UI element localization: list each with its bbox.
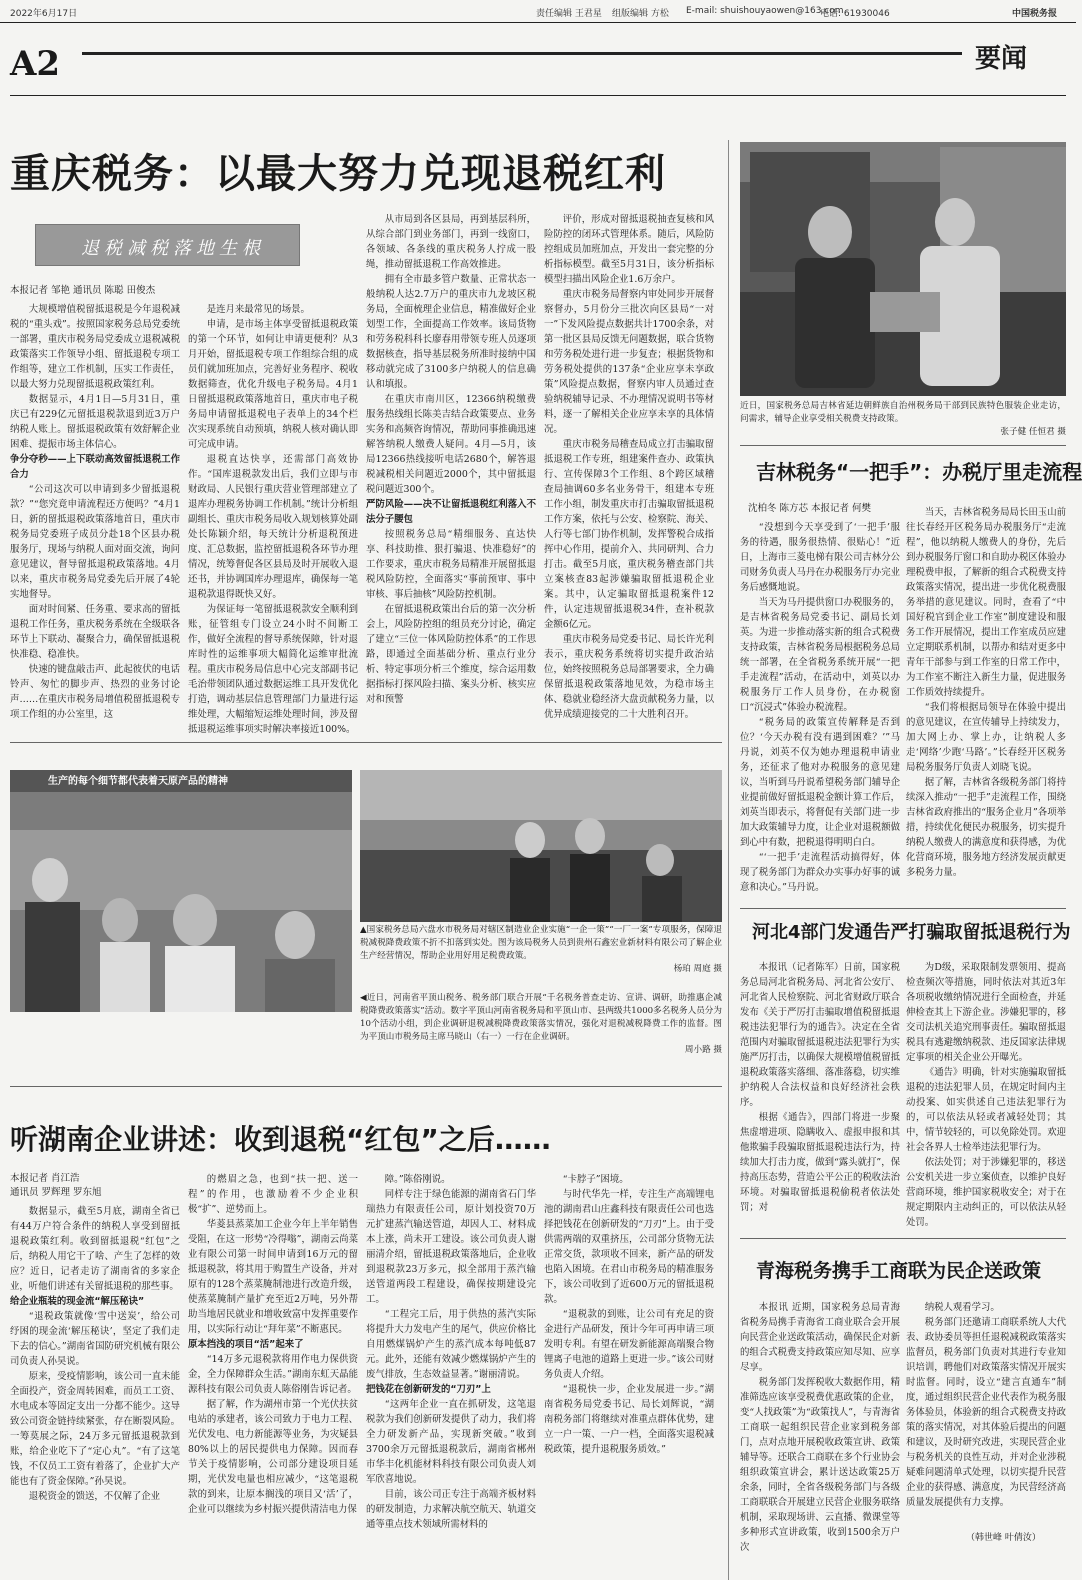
paragraph: 评价，形成对留抵退税抽查复核和风险防控的闭环式管理体系。随后，风险防控组成员加班加点，开发出一套完整的分析指标模型。截至5月31日，该分析指标模型扫描出风险企业1.6万余户。 xyxy=(544,214,714,285)
paragraph: “退税款的到账，让公司有充足的资金进行产品研发，预计今年可再申请三项发明专利。有望在研发新能源高端聚合物锂离子电池的道路上更进一步。”该公司财务负责人介绍。 xyxy=(544,1309,714,1380)
article1-col2 xyxy=(188,302,358,735)
header-bottom-rule xyxy=(10,95,1066,96)
paragraph: 目前，该公司正专注于高端齐板材料的研发制造，力求解决航空航天、轨道交通等重点技术领域所需材料的 xyxy=(366,1489,536,1530)
jilin-photo-credit: 张子健 任恒君 摄 xyxy=(1000,427,1066,437)
paragraph: 与时代华先一样，专注生产高端锂电池的湖南君山庄鑫科技有限责任公司也选择把钱花在创新研发的“刀刃”上。由于受供需两端的双重挤压，公司部分货物无法正常交货，款项收不回来，新产品的研发也陷入困境。在君山市税务局的精准服务下，该公司收到了近600万元的留抵退税款。 xyxy=(544,1189,714,1305)
qinghai-credit: （韩世峰 叶倩汝） xyxy=(966,1533,1041,1543)
paragraph: 为D级，采取限制发票领用、提高检查频次等措施，同时依法对其近3年各项税收缴纳情况进行全面检查，并延伸检查其上下游企业。涉嫌犯罪的，移交司法机关追究刑事责任。骗取留抵退税具有逃避缴纳税款、违反国家法律规定事项的相关企业公开曝光。 xyxy=(906,962,1066,1063)
paragraph: 退税资金的馈送，不仅解了企业 xyxy=(28,1491,161,1502)
paragraph: 据了解，吉林省各级税务部门将持续深入推动“一把手”走流程工作，围绕吉林省政府推出的“服务企业月”各项举措，持续优化便民办税服务，切实提升纳税人缴费人的满意度和获得感，为优化营商环境，服务地方经济发展贡献更多税务力量。 xyxy=(906,777,1066,878)
hebei-col1 xyxy=(740,960,900,1230)
jilin-headline: 吉林税务“一把手”：办税厅里走流程 xyxy=(756,460,1082,484)
top-rule xyxy=(0,22,1076,23)
paragraph: 根据《通告》，四部门将进一步聚焦虚增进项、隐瞒收入、虚报申报和其他欺骗手段骗取留抵退税违法行为，持续加大打击力度，做到“露头就打”，保持高压态势，营造公平公正的税收法治环境。对骗取留抵退税偷税者依法处罚；对 xyxy=(740,1112,900,1213)
hunan-byline-correspondent: 通讯员 罗辉理 罗东旭 xyxy=(10,1187,102,1198)
paragraph: 为保证每一笔留抵退税款安全顺利到账，征管组专门设立24小时不间断工作，做好全流程的督导系统保障，针对退库时性的运维事项大幅简化运维审批流程。重庆市税务局信息中心完支部副书记毛治带领团队通过数据运维工具开发优化打造，调动基层信息管理部门力量进行运维处理，大幅缩短运维处理时间，涉及留抵退税运维事项实时解决率接近100%。 xyxy=(188,604,358,735)
photos-top-rule xyxy=(10,742,722,743)
paragraph: 重庆市税务局党委书记、局长许光利表示，重庆税务系统将切实提升政治站位，始终按照税务总局部署要求，全力确保留抵退税政策落地见效，为稳市场主体、稳就业稳经济大盘贡献税务力量，以优异成绩迎接党的二十大胜利召开。 xyxy=(544,634,714,720)
paragraph: “14万多元退税款将用作电力保供资金，全力保障群众生活。”湖南东虹天晶能源科技有限公司负责人陈俗刚告诉记者。 xyxy=(188,1354,358,1395)
hunan-col3 xyxy=(366,1172,536,1546)
qinghai-rule xyxy=(740,1238,1066,1239)
qinghai-col2 xyxy=(906,1300,1066,1525)
paragraph: “税务局的政策宣传解释是否到位？‘今天办税有没有遇到困难？’”马丹说，刘英不仅为她办理退税申请业务，还征求了他对办税服务的意见建议，当听到马丹说希望税务部门辅导企业提前做好留抵退税金额计算工作后，刘英当即表示，将督促有关部门进一步加大政策辅导力度，让企业对退税额做到心中有数，把税退得明明白白。 xyxy=(740,717,900,848)
paragraph: 按照税务总局“精细服务、直达快享、科技助推、狠打骗退、快准稳好”的工作要求，重庆市税务局精准开展留抵退税风险防控，全面落实“事前预审、事中审核、事后抽核”风险防控机制。 xyxy=(366,529,536,600)
qinghai-col1 xyxy=(740,1300,900,1553)
qinghai-headline: 青海税务携手工商联为民企送政策 xyxy=(756,1260,1042,1282)
subheading: 原本挡浅的项目“活”起来了 xyxy=(188,1339,304,1350)
page-number: A2 xyxy=(10,44,61,84)
paragraph: 重庆市税务局督察内审处同步开展督察督办，5月份分三批次向区县局“一对一”下发风险提点数据共计1700余条，对第一批区县局反馈无问题数据，联合货物和劳务税处进行进一步复查；根据货物和劳务税处提供的137条“企业应享未享政策”风险提点数据，督察内审人员通过查验纳税辅导记录、不办理情况说明书等材料，逐一了解相关企业应享未享的具体情况。 xyxy=(544,289,714,435)
header-rule xyxy=(82,52,962,55)
hunan-col4 xyxy=(544,1172,714,1546)
paragraph: “卡脖子”困境。 xyxy=(562,1174,629,1185)
paragraph: 快速的键盘敲击声、此起彼伏的电话铃声、匆忙的脚步声、热烈的业务讨论声……在重庆市税务局增值税留抵退税专项工作组的办公室里，这 xyxy=(10,664,180,720)
paragraph: “这两年企业一直在抓研发，这笔退税款为我们创新研发提供了动力，我们将全力研发新产品，实现新突破。”收到3700余万元留抵退税款后，湖南省郴州市华丰化机能材料科技有限公司负责人刘军欣喜地说。 xyxy=(366,1399,536,1485)
editor: 责任编辑 王君星 xyxy=(536,9,602,19)
subheading: 给企业瓶装的现金流“解压秘诀” xyxy=(10,1296,145,1307)
paragraph: 税务部门还邀请工商联系统人大代表、政协委员等担任退税减税政策落实监督员，税务部门负责对其进行专业知识培训，聘他们对政策落实情况开展实时监督。同时，设立“建言直通车”制度，通过组织民营企业代表作为税务服务体验员，体验新的组合式税费支持政策的落实情况，对其体验后提出的问题和建议，及时研究改进，实现民营企业与税务机关的良性互动，并对企业涉税疑难问题清单式处理，以切实提升民营企业的获得感、满意度，为民营经济高质量发展提供有力支撑。 xyxy=(906,1317,1066,1508)
hunan-headline: 听湖南企业讲述：收到退税“红包”之后…… xyxy=(10,1123,551,1156)
article1-col1 xyxy=(10,302,180,732)
paragraph: “没想到今天享受到了‘一把手’服务的待遇，服务很热情、很贴心！”近日，上海市三菱电梯有限公司吉林分公司财务负责人马丹在办税服务厅办完业务后感慨地说。 xyxy=(740,522,900,593)
paragraph: 的燃眉之急，也到“扶一把、送一程”的作用，也激励着不少企业积极“扩”、逆势而上。 xyxy=(188,1174,358,1215)
subheading: 把钱花在创新研发的“刀刃”上 xyxy=(366,1384,491,1395)
paragraph: 据了解，作为湖州市第一个光伏扶贫电站的承建者，该公司致力于电力工程、光伏发电、电力新能源等业务，为灾疑县80%以上的居民提供电力保障。因而春节关于疫情影响，公司部分建设项目延期，光伏发电量也相应减少，“这笔退税款的到来，让原本搁浅的项目又‘活’了，企业可以继续为乡村振兴提供清洁电力保 xyxy=(188,1399,358,1515)
paragraph: 重庆市税务局稽查局成立打击骗取留抵退税工作专班，组建案件查办、政策执行、宣传保障3个工作组、8个跨区域稽查局抽调60多名业务骨干，组建本专班工作小组，制发重庆市打击骗取留抵退税工作方案，依托与公安、检察院、海关、人行等七部门协作机制，发挥警税合成指挥中心作用，提前介入、共同研判、合力打击。截至5月底，重庆税务稽查部门共立案核查83起涉嫌骗取留抵退税企业案。其中，认定骗取留抵退税案件12件，认定违规留抵退税34件，查补税款金额6亿元。 xyxy=(544,439,714,630)
paragraph: “我们将根据局领导在体验中提出的意见建议，在宣传辅导上持续发力，加大网上办、掌上办，让纳税人多走‘网络’少跑‘马路’。”长春经开区税务局税务服务厅负责人刘晓飞说。 xyxy=(906,702,1066,773)
paragraph: “公司这次可以申请到多少留抵退税款？”“您究竟申请流程还方便吗？”4月1日，新的留抵退税政策落地首日，重庆市税务局党委班子成员分赴18个区县办税服务厅，现场与纳税人面对面交流，询问意见建议，督导留抵退税政策落地。4月以来，重庆市税务局党委先后开展了4轮实地督导。 xyxy=(10,484,180,600)
column-divider xyxy=(728,140,729,1580)
paragraph: 大规模增值税留抵退税是今年退税减税的“重头戏”。按照国家税务总局党委统一部署，重庆市税务局党委成立退税减税政策落实工作领导小组、留抵退税专项工作组等，建立工作机制，压实工作责任，以最大努力兑现留抵退税政策红利。 xyxy=(10,304,180,390)
paragraph: 纳税人观看学习。 xyxy=(924,1302,1000,1313)
paragraph: 依法处罚；对于涉嫌犯罪的，移送公安机关进一步立案侦查，以维护良好营商环境，维护国家税收安全；对于在规定期限内主动纠正的，可以依法从轻处罚。 xyxy=(906,1157,1066,1228)
paragraph: 原来，受疫情影响，该公司一直未能全面投产，资金周转困难，而员工工资、水电成本等固定支出一分都不能少。这导致公司资金链持续紧张，存在断裂风险。一筹莫展之际，24万多元留抵退税款到账，给企业吃下了“定心丸”。“有了这笔钱，不仅员工工资有着落了，企业扩大产能也有了资金保障。”孙昊说。 xyxy=(10,1371,180,1487)
paper-name: 中国税务报 xyxy=(1012,9,1058,19)
hunan-byline-reporter: 本报记者 肖江浩 xyxy=(10,1173,80,1184)
paragraph: “退税政策就像‘雪中送炭’，给公司纾困的现金流‘解压秘诀’，坚定了我们走下去的信心。”湖南省国防研究机械有限公司负责人孙昊说。 xyxy=(10,1311,180,1367)
paragraph: 本报讯（记者陈军）日前，国家税务总局河北省税务局、河北省公安厅、河北省人民检察院、河北省财政厅联合发布《关于严厉打击骗取增值税留抵退税违法犯罪行为的通告》。决定在全省范围内对骗取留抵退税违法犯罪行为实施严厉打击，以确保大规模增值税留抵退税政策落实落细、落准落稳，切实维护纳税人合法权益和良好经济社会秩序。 xyxy=(740,962,900,1108)
jilin-col1 xyxy=(740,520,900,900)
paragraph: 本报讯 近期，国家税务总局青海省税务局携手青海省工商业联合会开展向民营企业送政策活动，确保民企对新的组合式税费支持政策应知尽知、应享尽享。 xyxy=(740,1302,900,1373)
jilin-byline: 沈柏冬 陈方芯 本报记者 何樊 xyxy=(748,503,872,514)
paragraph: 税务部门发挥税收大数据作用，精准筛选应该享受税费优惠政策的企业，变“人找政策”为“政策找人”，与青海省工商联一起组织民营企业家到税务部门，点对点地开展税收政策宣讲、政策辅导等。还联合工商联在多个行业协会组织政策宣讲会，累计送达政策25万余条，同时，全省各级税务部门与各级工商联联合开展建立民营企业服务联络机制，采取现场讲、云直播、微课堂等多种形式宣讲政策，收到1500余万户次 xyxy=(740,1377,900,1553)
warehouse-photo xyxy=(360,770,722,922)
jilin-rule xyxy=(740,445,1066,446)
credit-pingdingshan: 周小路 摄 xyxy=(684,1045,722,1055)
paragraph: 《通告》明确，针对实施骗取留抵退税的违法犯罪人员，在规定时间内主动投案、如实供述自己违法犯罪行为的，可以依法从轻或者减轻处罚；其中，情节较轻的，可以免除处罚。欢迎社会各界人士检举违法犯罪行为。 xyxy=(906,1067,1066,1153)
paragraph: 当天，吉林省税务局局长田玉山前往长春经开区税务局办税服务厅“走流程”，他以纳税人缴费人的身份，先后到办税服务厅窗口和自助办税区体验办理税费申报，了解新的组合式税费支持政策落实情况，提出进一步优化税费服务举措的意见建议。同时，查看了“中国好税官到企业工作室”制度建设和服务工作开展情况，提出工作室成员应建立定期联系机制，以帮办和结对更多中青年干部参与到工作室的日常工作中，为工作室不断注入新生力量，促进服务工作质效持续提升。 xyxy=(906,507,1066,698)
section-title: 要闻 xyxy=(975,44,1028,74)
jilin-photo-caption: 近日，国家税务总局吉林省延边朝鲜族自治州税务局干部到民族特色服装企业走访，问需求，辅导企业享受相关税费支持政策。 张子健 任恒君 摄 xyxy=(740,401,1066,437)
email: E-mail: shuishouyaowen@163.com xyxy=(686,6,844,16)
article1-byline: 本报记者 邹艳 通讯员 陈聪 田俊杰 xyxy=(10,285,156,296)
paragraph: 申请，是市场主体享受留抵退税政策的第一个环节，如何让申请更便利？从3月开始，留抵退税专项工作组综合组的成员们就加班加点，完善好业务程序、税收数据筛查，优化升级电子税务局。4月1日留抵退税政策落地首日，重庆市电子税务局申请留抵退税电子表单上的34个栏次实现系统自动预填，纳税人核对确认即可完成申请。 xyxy=(188,319,358,450)
subheading: 争分夺秒——上下联动高效留抵退税工作合力 xyxy=(10,454,180,480)
hunan-col2 xyxy=(188,1172,358,1546)
paragraph: 是连月来最常见的场景。 xyxy=(206,304,310,315)
paragraph: 在重庆市南川区，12366纳税缴费服务热线组长陈美吉结合政策要点、业务实务和高频咨询情况，帮助同事推确迅速解答纳税人缴费人疑问。4月—5月，该局12366热线接听电话2680个，解答退税减税相关问题近2000个，其中留抵退税问题近300个。 xyxy=(366,394,536,495)
article1-col3 xyxy=(366,212,536,732)
jilin-photo xyxy=(740,142,1066,396)
article1-headline: 重庆税务：以最大努力兑现退税红利 xyxy=(10,151,666,197)
hebei-col2 xyxy=(906,960,1066,1230)
paragraph: 数据显示，4月1日—5月31日，重庆已有229亿元留抵退税款退到近3万户纳税人账上。留抵退税政策有效舒解企业困难、提振市场主体信心。 xyxy=(10,394,180,450)
issue-date: 2022年6月17日 xyxy=(10,9,78,19)
caption-liupanshui: ▲国家税务总局六盘水市税务局对辖区制造业企业实施“一企一策”“一厂一案”专项服务，保障退税减税降费政策不折不扣落到实处。图为该局税务人员到贵州石鑫宏业新材料有限公司了解企业生产经营情况，帮助企业用好用足税费政策。 杨珀 周庭 摄 xyxy=(360,925,722,974)
paragraph: 华菱县蒸菜加工企业今年上半年销售受阻，在这一形势“冷得嗡”，湖南云尚菜业有限公司第一时间申请到16万元的留抵退税款，将其用于购置生产设备，并对原有的128个蒸菜腌制池进行改造升级，使蒸菜腌制产量扩充至近2万吨，另外帮助当地居民就业和增收致富中发挥重要作用，以实际行动让“拜年菜”不断惠民。 xyxy=(188,1219,358,1335)
hebei-rule xyxy=(740,908,1066,909)
paragraph: 退税直达快享，还需部门高效协作。“国库退税款发出后，我们立即与市财政局、人民银行重庆营业管理部建立了退库办理税务协调工作机制。”统计分析组副组长、重庆市税务局收入规划核算处副处长陈颖介绍，每天统计分析退税预进度、汇总数据，监控留抵退税各环节办理情况，统筹督促各区县局及时开展收入退还书，并协调国库办理退库，确保每一笔退税款退得既快又好。 xyxy=(188,454,358,600)
paragraph: 拥有全市最多管户数量、正常状态一般纳税人达2.7万户的重庆市九龙坡区税务局，全面梳理企业信息，精准做好企业划型工作，全面提高工作效率。该局货物和劳务税科科长廖春用带领专班人员逐项数据核查，指导基层税务所准时接纳中国移动就完成了3100多户纳税人的信息确认和填报。 xyxy=(366,274,536,390)
hunan-top-rule xyxy=(10,1086,722,1087)
paragraph: 从市局到各区县局，再到基层科所，从综合部门到业务部门，再到一线窗口，各领域、各条线的重庆税务人拧成一股绳，推动留抵退税工作高效推进。 xyxy=(366,214,536,270)
paragraph: “工程完工后，用于供热的蒸汽实际将提升大力发电产生的尾气，供应价格比自用燃煤锅炉产生的蒸汽成本每吨低87元。此外，还能有效减少燃煤锅炉产生的废气排放，生态效益显著。”谢丽清说。 xyxy=(366,1309,536,1380)
top-bar xyxy=(0,0,1076,22)
paragraph: 在留抵退税政策出台后的第一次分析会上，风险防控组的组员充分讨论，确定了建立“三位一体风险防控体系”的工作思路，即通过全面基础分析、重点行业分析、特定事项分析三个维度，综合运用数据指标打探风险扫描、案头分析、核实应对和预警 xyxy=(366,604,536,705)
paragraph: 当天为马丹提供窗口办税服务的，是吉林省税务局党委书记、副局长刘英。为进一步推动落实新的组合式税费支持政策，吉林省税务局根据税务总局统一部署，在全省税务系统开展“一把手走流程”活动，在活动中，刘英以办税服务厅工作人员身份，在办税窗口“沉浸式”体验办税流程。 xyxy=(740,597,900,713)
article1-banner: 退税减税落地生根 xyxy=(35,224,300,266)
article1-col4 xyxy=(544,212,714,732)
subheading: 严防风险——决不让留抵退税红利落入不法分子腰包 xyxy=(366,499,536,525)
caption-pingdingshan: ◀近日，河南省平顶山税务、税务部门联合开展“千名税务普查走访、宣讲、调研，助推惠企减税降费政策落实”活动。数字平顶山河南省税务局和平顶山市、县两级共1000多名税务人员分为10个活动小组，到企业调研退税减税降费政策落实情况，强化对退税减税降费工作的监督。图为平顶山市税务局主席马晓山（右一）一行在企业调研。 周小路 摄 xyxy=(360,993,722,1055)
paragraph: 同样专注于绿色能源的湖南省石门华瑞热力有限责任公司，原计划投资70万元扩建蒸汽输送管道，却因人工、材料成本上涨，尚未开工建设。该公司负责人谢丽清介绍，留抵退税政策落地后，企业收到退税款23万多元，拟全部用于蒸汽输送管道两段工程建设，确保按期建设完工。 xyxy=(366,1189,536,1305)
paragraph: 面对时间紧、任务重、要求高的留抵退税工作任务，重庆税务系统在全级联各环节上下联动、凝聚合力，确保留抵退税快准稳、稳准快。 xyxy=(10,604,180,660)
hunan-col1 xyxy=(10,1204,180,1546)
hebei-headline: 河北4部门发通告严打骗取留抵退税行为 xyxy=(752,922,1071,943)
factory-photo xyxy=(10,770,352,1012)
paragraph: 数据显示，截至5月底，湖南全省已有44万户符合条件的纳税人享受到留抵退税政策红利。收到留抵退税“红包”之后，纳税人用它干了啥、产生了怎样的效应？近日，记者走访了湖南省的多家企业，听他们讲述有关留抵退税的那些事。 xyxy=(10,1206,180,1292)
layout-editor: 组版编辑 方松 xyxy=(612,9,669,19)
paragraph: “退税快一步，企业发展进一步。”湖南省税务局党委书记、局长刘辉说，“湖南税务部门将继续对准重点群体优势，建立一户一策、一户一档，全面落实退税减税政策，提升退税服务质效。” xyxy=(544,1384,714,1455)
credit-liupanshui: 杨珀 周庭 摄 xyxy=(673,964,722,974)
factory-banner: 生产的每个细节都代表着天原产品的精神 xyxy=(48,776,228,787)
phone: 电话: 61930046 xyxy=(820,9,890,19)
jilin-col2 xyxy=(906,505,1066,900)
paragraph: 障。”陈俗刚说。 xyxy=(384,1174,451,1185)
paragraph: “‘一把手’走流程活动搞得好，体现了税务部门为群众办实事办好事的诚意和决心。”马丹说。 xyxy=(740,852,900,893)
